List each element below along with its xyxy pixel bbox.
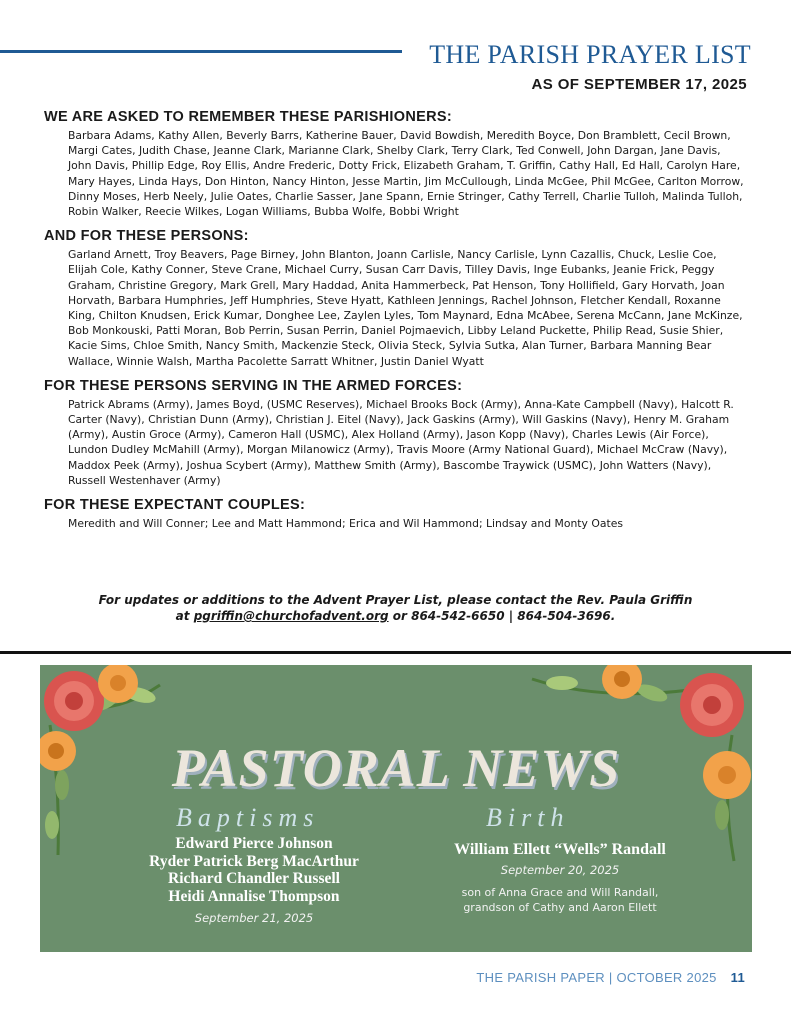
armed-forces-heading: FOR THESE PERSONS SERVING IN THE ARMED FORCES:: [44, 377, 463, 394]
baptism-date: September 21, 2025: [194, 911, 314, 925]
birth-date: September 20, 2025: [500, 863, 620, 877]
page-title: THE PARISH PRAYER LIST: [429, 40, 751, 69]
armed-forces-names: Patrick Abrams (Army), James Boyd, (USMC Reserves), Michael Brooks Bock (Army), Anna-Kate Campbell (Navy), Halcott R. Carter (Navy), Christian Dunn (Army), Christian J. Eitel (Navy), Jack Gaskins (Army), Will Gaskins (Navy), Henry M. Graham (Army), Austin Groce (Army), Cameron Hall (USMC), Alex Holland (Army), Jason Kopp (Navy), Charles Lewis (Air Force), Lundon Dudley McMahill (Army), Morgan Milanowicz (Army), Travis Moore (Army National Guard), Michael McCraw (Navy), Maddox Peek (Army), Joshua Scybert (Army), Matthew Smith (Army), Bascombe Traywick (USMC), John Watters (Navy), Russell Westenhaver (Army): [68, 397, 734, 487]
section-divider: [0, 651, 791, 654]
parishioners-heading: WE ARE ASKED TO REMEMBER THESE PARISHIONERS:: [44, 109, 452, 125]
contact-note: [0, 592, 791, 624]
persons-names: Garland Arnett, Troy Beavers, Page Birney, John Blanton, Joann Carlisle, Nancy Carlisle, Lynn Cazallis, Chuck, Leslie Coe, Elijah Cole, Kathy Conner, Steve Crane, Michael Curry, Susan Carr Davis, Tilley Davis, Inge Eubanks, Jeanie Frick, Peggy Graham, Christine Gregory, Mark Grell, Mary Haddad, Anita Hammerbeck, Pat Henson, Tony Hollifield, Gary Horvath, Joan Horvath, Barbara Humphries, Jeff Humphries, Steve Hyatt, Kathleen Jennings, Rachel Johnson, Fletcher Kendall, Roxanne King, Chilton Knudsen, Erick Kumar, Donghee Lee, Zaylen Lyles, Tom Maynard, Edna McAbee, Serena McCann, Jane McKinze, Bob Monkouski, Patti Moran, Bob Perrin, Susan Perrin, Daniel Pojmaevich, Libby Leland Puckette, Philip Read, Susie Shier, Kacie Sims, Chloe Smith, Nancy Smith, Mackenzie Steck, Olivia Steck, Sylvia Sutka, Alan Turner, Barbara Manning Bear Wallace, Winnie Walsh, Martha Pacolette Sarratt Whitner, Justin Daniel Wyatt: [68, 248, 743, 368]
baptism-name: Ryder Patrick Berg MacArthur: [149, 852, 359, 870]
birth-note-line-2: grandson of Cathy and Aaron Ellett: [463, 901, 657, 914]
pastoral-news-title: PASTORAL NEWS: [171, 738, 621, 798]
baptism-name: Heidi Annalise Thompson: [168, 887, 340, 905]
birth-note-line-1: son of Anna Grace and Will Randall,: [461, 886, 659, 899]
birth-note: [410, 885, 710, 915]
parishioners-names: Barbara Adams, Kathy Allen, Beverly Barrs, Katherine Bauer, David Bowdish, Meredith Boyce, Don Bramblett, Cecil Brown, Margi Cates, Judith Chase, Jeanne Clark, Marianne Clark, Shelby Clark, Terry Clark, Ted Conwell, John Dargan, Jane Davis, John Davis, Phillip Edge, Roy Ellis, Andre Frederic, Dotty Frick, Elizabeth Graham, T. Griffin, Cathy Hall, Ed Hall, Carolyn Hare, Mary Hayes, Linda Hays, Don Hinton, Nancy Hinton, Jesse Martin, Jim McCullough, Linda McGee, Phil McGee, Carlton Morrow, Dinny Moses, Herb Neely, Julie Oates, Charlie Sasser, Jane Spann, Ernie Stringer, Cathy Terrell, Charlie Tulloh, Malinda Tulloh, Robin Walker, Reecie Wilkes, Logan Williams, Bubba Wolfe, Bobbi Wright: [68, 129, 744, 219]
persons-heading: AND FOR THESE PERSONS:: [44, 228, 249, 245]
baptism-names: [110, 835, 398, 905]
contact-phones: or 864-542-6650 | 864-504-3696.: [388, 609, 616, 623]
baptism-name: Edward Pierce Johnson: [175, 835, 333, 852]
baptism-name: Richard Chandler Russell: [168, 870, 340, 887]
publication-name: THE PARISH PAPER | OCTOBER 2025: [476, 970, 717, 985]
birth-label: Birth: [486, 803, 570, 832]
as-of-date: AS OF SEPTEMBER 17, 2025: [531, 76, 747, 93]
contact-line-2: [0, 608, 791, 624]
contact-email-link[interactable]: pgriffin@churchofadvent.org: [193, 609, 389, 623]
contact-line-1: For updates or additions to the Advent Prayer List, please contact the Rev. Paula Griffin: [98, 593, 693, 607]
page-footer: [476, 970, 745, 985]
birth-name: William Ellett “Wells” Randall: [454, 841, 666, 858]
expectant-heading: FOR THESE EXPECTANT COUPLES:: [44, 497, 306, 514]
expectant-names: Meredith and Will Conner; Lee and Matt Hammond; Erica and Wil Hammond; Lindsay and Monty Oates: [68, 517, 623, 531]
prayer-list: [44, 108, 749, 531]
contact-at: at: [175, 609, 194, 623]
page-number: 11: [730, 970, 745, 985]
baptisms-label: Baptisms: [176, 803, 320, 832]
pastoral-news-panel: [40, 665, 752, 952]
header-rule: [0, 50, 402, 53]
